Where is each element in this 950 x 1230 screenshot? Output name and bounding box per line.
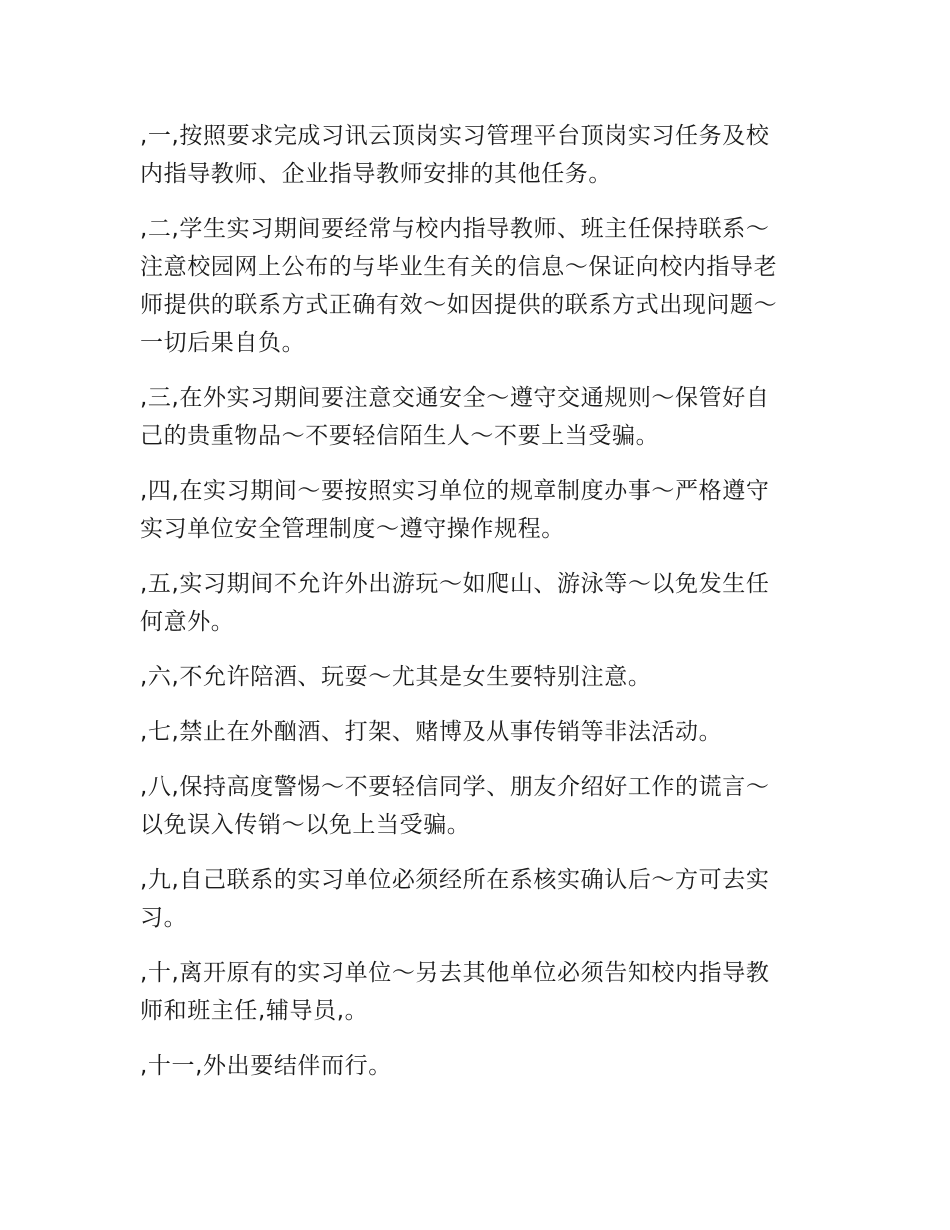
text-line: ,四,在实习期间～要按照实习单位的规章制度办事～严格遵守 xyxy=(140,478,770,504)
text-line: 一切后果自负。 xyxy=(140,330,306,356)
text-line: 何意外。 xyxy=(140,609,235,635)
text-line: ,二,学生实习期间要经常与校内指导教师、班主任保持联系～ xyxy=(140,216,770,242)
text-line: 实习单位安全管理制度～遵守操作规程。 xyxy=(140,516,565,542)
text-line: ,十一,外出要结伴而行。 xyxy=(140,1053,392,1079)
rule-paragraph-6 xyxy=(140,658,805,696)
text-line: ,十,离开原有的实习单位～另去其他单位必须告知校内指导教 xyxy=(140,960,770,986)
text-line: 注意校园网上公布的与毕业生有关的信息～保证向校内指导老 xyxy=(140,254,778,280)
rule-paragraph-2 xyxy=(140,210,805,362)
rule-paragraph-11 xyxy=(140,1047,805,1085)
rule-paragraph-5 xyxy=(140,565,805,641)
document-body xyxy=(140,117,805,1102)
text-line: ,一,按照要求完成习讯云顶岗实习管理平台顶岗实习任务及校 xyxy=(140,123,770,149)
text-line: ,五,实习期间不允许外出游玩～如爬山、游泳等～以免发生任 xyxy=(140,571,770,597)
text-line: 师和班主任,辅导员,。 xyxy=(140,998,369,1024)
text-line: ,八,保持高度警惕～不要轻信同学、朋友介绍好工作的谎言～ xyxy=(140,774,770,800)
text-line: ,六,不允许陪酒、玩耍～尤其是女生要特别注意。 xyxy=(140,664,652,690)
rule-paragraph-3 xyxy=(140,379,805,455)
rule-paragraph-10 xyxy=(140,954,805,1030)
text-line: 以免误入传销～以免上当受骗。 xyxy=(140,812,471,838)
text-line: 己的贵重物品～不要轻信陌生人～不要上当受骗。 xyxy=(140,423,660,449)
text-line: ,九,自己联系的实习单位必须经所在系核实确认后～方可去实 xyxy=(140,867,770,893)
text-line: ,三,在外实习期间要注意交通安全～遵守交通规则～保管好自 xyxy=(140,385,770,411)
rule-paragraph-9 xyxy=(140,861,805,937)
rule-paragraph-1 xyxy=(140,117,805,193)
text-line: ,七,禁止在外酗酒、打架、赌博及从事传销等非法活动。 xyxy=(140,719,723,745)
text-line: 内指导教师、企业指导教师安排的其他任务。 xyxy=(140,161,612,187)
rule-paragraph-8 xyxy=(140,768,805,844)
text-line: 师提供的联系方式正确有效～如因提供的联系方式出现问题～ xyxy=(140,292,778,318)
rule-paragraph-7 xyxy=(140,713,805,751)
text-line: 习。 xyxy=(140,905,188,931)
rule-paragraph-4 xyxy=(140,472,805,548)
